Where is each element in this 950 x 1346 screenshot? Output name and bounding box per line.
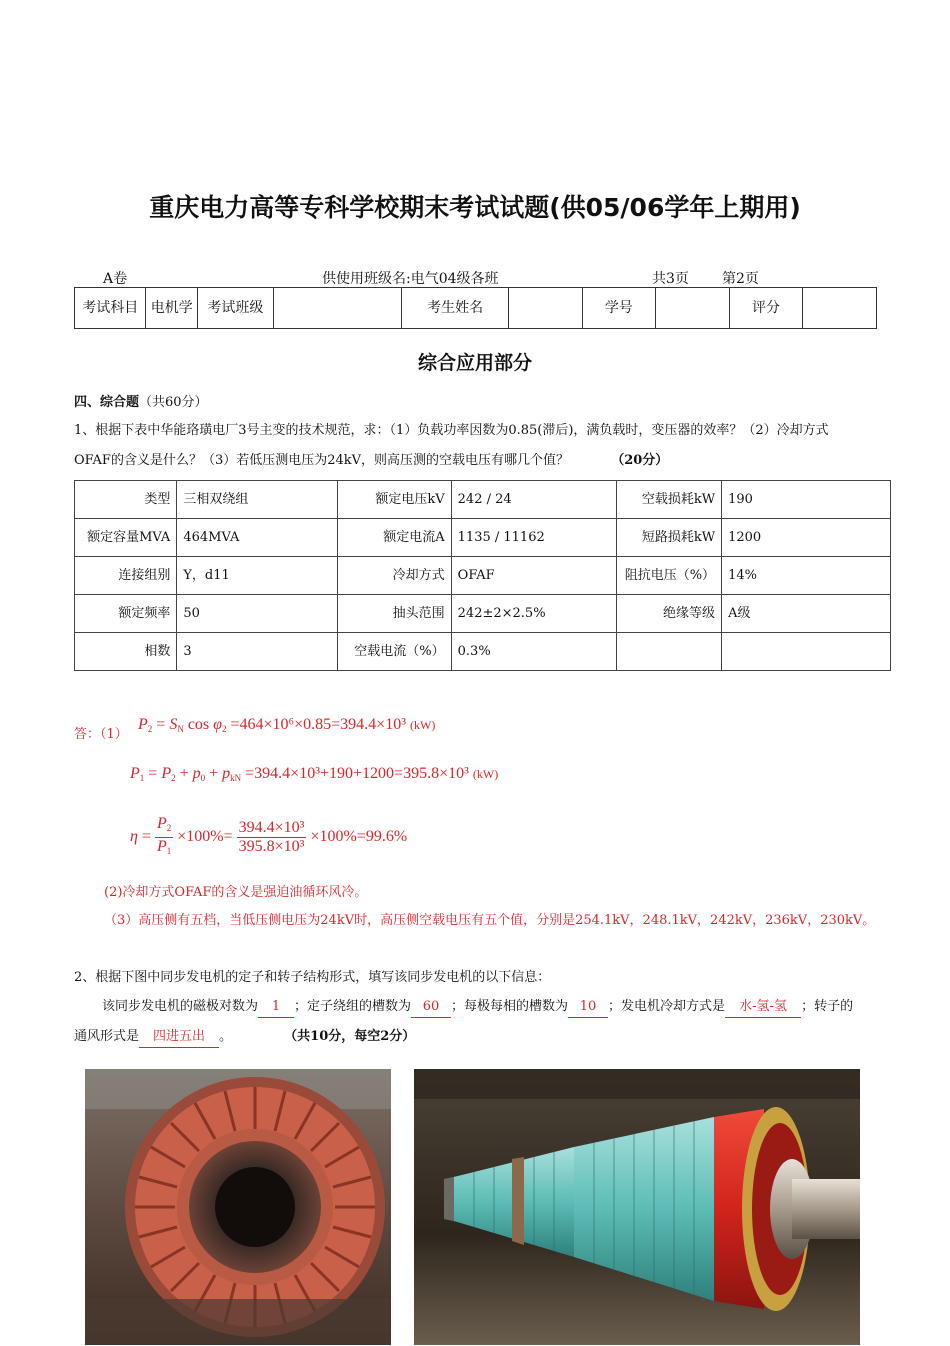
spec-key-cell: 额定频率 xyxy=(75,595,177,633)
score-field[interactable] xyxy=(803,288,877,329)
spec-value-cell: 1135 / 11162 xyxy=(451,519,617,557)
spec-value-cell: 0.3% xyxy=(451,633,617,671)
fraction-denominator: 395.8×10³ xyxy=(238,838,305,855)
name-field[interactable] xyxy=(508,288,582,329)
q2-text-2: ；定子绕组的槽数为 xyxy=(294,999,412,1014)
subject-label: 考试科目 xyxy=(75,288,146,329)
spec-value-cell: 三相双绕组 xyxy=(177,481,338,519)
formula-p1-rhs: =394.4×10³+190+1200=395.8×10³ xyxy=(245,765,469,782)
rotor-image xyxy=(414,1069,860,1345)
transformer-spec-table xyxy=(74,480,891,671)
spec-value-cell: 464MVA xyxy=(177,519,338,557)
answer-label: 答：（1） xyxy=(74,727,128,742)
formula-p2: $P_2 = S_N$ $\cos \varphi_2 =464\times 10^6\times 0.85=394.4\times 10^3$ (kW) xyxy=(138,716,436,734)
fraction-numerator: 394.4×10³ xyxy=(238,819,305,836)
part4-heading xyxy=(74,393,208,413)
spec-key-cell: 短路损耗kW xyxy=(617,519,722,557)
spec-row xyxy=(75,633,891,671)
spec-key-cell xyxy=(617,633,722,671)
spec-row xyxy=(75,557,891,595)
class-field[interactable] xyxy=(273,288,402,329)
section-title: 综合应用部分 xyxy=(417,352,532,374)
formula-efficiency-result: ×100%=99.6% xyxy=(310,828,408,846)
spec-key-cell: 额定电流A xyxy=(337,519,451,557)
score-label: 评分 xyxy=(729,288,803,329)
spec-value-cell: 242±2×2.5% xyxy=(451,595,617,633)
stator-image xyxy=(85,1069,391,1345)
spec-row xyxy=(75,519,891,557)
fraction-values xyxy=(237,819,307,856)
q2-intro: 2、根据下图中同步发电机的定子和转子结构形式，填写该同步发电机的以下信息： xyxy=(74,970,551,985)
spec-value-cell: 190 xyxy=(722,481,891,519)
spec-value-cell: OFAF xyxy=(451,557,617,595)
spec-value-cell: 1200 xyxy=(722,519,891,557)
q1-line2 xyxy=(74,451,884,471)
q2-text-4: ；发电机冷却方式是 xyxy=(608,999,726,1014)
blank-slots-per-pole-phase[interactable]: 10 xyxy=(568,997,608,1018)
spec-value-cell: 242 / 24 xyxy=(451,481,617,519)
answer-3: （3）高压侧有五档，当低压侧电压为24kV时，高压侧空载电压有五个值，分别是254.1kV，248.1kV，242kV，236kV，230kV。 xyxy=(104,913,876,928)
spec-row xyxy=(75,481,891,519)
spec-key-cell: 额定电压kV xyxy=(337,481,451,519)
spec-key-cell: 阻抗电压（%） xyxy=(617,557,722,595)
part4-title: 四、综合题 xyxy=(74,395,140,410)
spec-value-cell: A级 xyxy=(722,595,891,633)
formula-p1-unit: (kW) xyxy=(472,767,499,781)
exam-title: 重庆电力高等专科学校期末考试试题(供05/06学年上期用) xyxy=(149,193,801,222)
spec-value-cell: Y，d11 xyxy=(177,557,338,595)
class-label: 考试班级 xyxy=(198,288,274,329)
formula-p1: $P_1 = P_2 + p_0 + p_{kN} =394.4\times 10^3+190+1200=395.8\times 10^3$ (kW) xyxy=(130,765,499,783)
paper-label: A卷 xyxy=(103,271,128,287)
q2-line1 xyxy=(102,997,892,1018)
q2-score: （共10分，每空2分） xyxy=(284,1029,416,1044)
spec-key-cell: 抽头范围 xyxy=(337,595,451,633)
blank-cooling-method[interactable]: 水-氢-氢 xyxy=(725,997,801,1018)
rotor-photo xyxy=(414,1069,860,1345)
student-info-table xyxy=(74,287,877,329)
blank-pole-pairs[interactable]: 1 xyxy=(258,997,294,1018)
q1-line2-text: OFAF的含义是什么？（3）若低压测电压为24kV，则高压测的空载电压有哪几个值？ xyxy=(74,453,570,468)
spec-key-cell: 相数 xyxy=(75,633,177,671)
stator-photo xyxy=(85,1069,391,1345)
blank-slot-count[interactable]: 60 xyxy=(411,997,451,1018)
subject-value: 电机学 xyxy=(146,288,198,329)
q2-text-5: ；转子的 xyxy=(801,999,854,1014)
formula-efficiency-mid: ×100%= xyxy=(177,828,233,846)
spec-row xyxy=(75,595,891,633)
q2-text-6: 通风形式是 xyxy=(74,1029,140,1044)
spec-key-cell: 类型 xyxy=(75,481,177,519)
spec-value-cell xyxy=(722,633,891,671)
q1-score: （20分） xyxy=(611,453,669,468)
name-label: 考生姓名 xyxy=(402,288,509,329)
part4-points: （共60分） xyxy=(139,395,208,410)
class-info: 供使用班级名:电气04级各班 xyxy=(322,271,499,287)
id-label: 学号 xyxy=(582,288,656,329)
q1-line1: 1、根据下表中华能珞璜电厂3号主变的技术规范，求：（1）负载功率因数为0.85(滞后)，满负载时，变压器的效率？（2）冷却方式 xyxy=(74,423,829,438)
q2-line2 xyxy=(74,1027,415,1048)
spec-key-cell: 连接组别 xyxy=(75,557,177,595)
id-field[interactable] xyxy=(656,288,730,329)
q2-text-7: 。 xyxy=(219,1029,233,1044)
formula-efficiency: η = $\frac{P_2}{P_1}$ ×100%= $\frac{\text{394.4×10³}}{\text{395.8×10³}}$ ×100%=99.6% xyxy=(130,815,407,860)
spec-key-cell: 额定容量MVA xyxy=(75,519,177,557)
formula-p2-unit: (kW) xyxy=(410,718,436,732)
page-number: 第2页 xyxy=(722,271,759,287)
spec-key-cell: 空载损耗kW xyxy=(617,481,722,519)
fraction-p2-p1: $\frac{P_2}{P_1}$ xyxy=(156,815,172,856)
spec-value-cell: 14% xyxy=(722,557,891,595)
spec-value-cell: 3 xyxy=(177,633,338,671)
spec-value-cell: 50 xyxy=(177,595,338,633)
spec-key-cell: 空载电流（%） xyxy=(337,633,451,671)
q2-text-1: 该同步发电机的磁极对数为 xyxy=(102,999,259,1014)
spec-key-cell: 绝缘等级 xyxy=(617,595,722,633)
blank-ventilation-form[interactable]: 四进五出 xyxy=(139,1027,219,1048)
formula-p2-rhs: =464×10⁶×0.85=394.4×10³ xyxy=(230,716,406,733)
spec-key-cell: 冷却方式 xyxy=(337,557,451,595)
q2-text-3: ；每极每相的槽数为 xyxy=(451,999,569,1014)
answer-2: (2)冷却方式OFAF的含义是强迫油循环风冷。 xyxy=(104,885,368,900)
total-pages: 共3页 xyxy=(652,271,689,287)
